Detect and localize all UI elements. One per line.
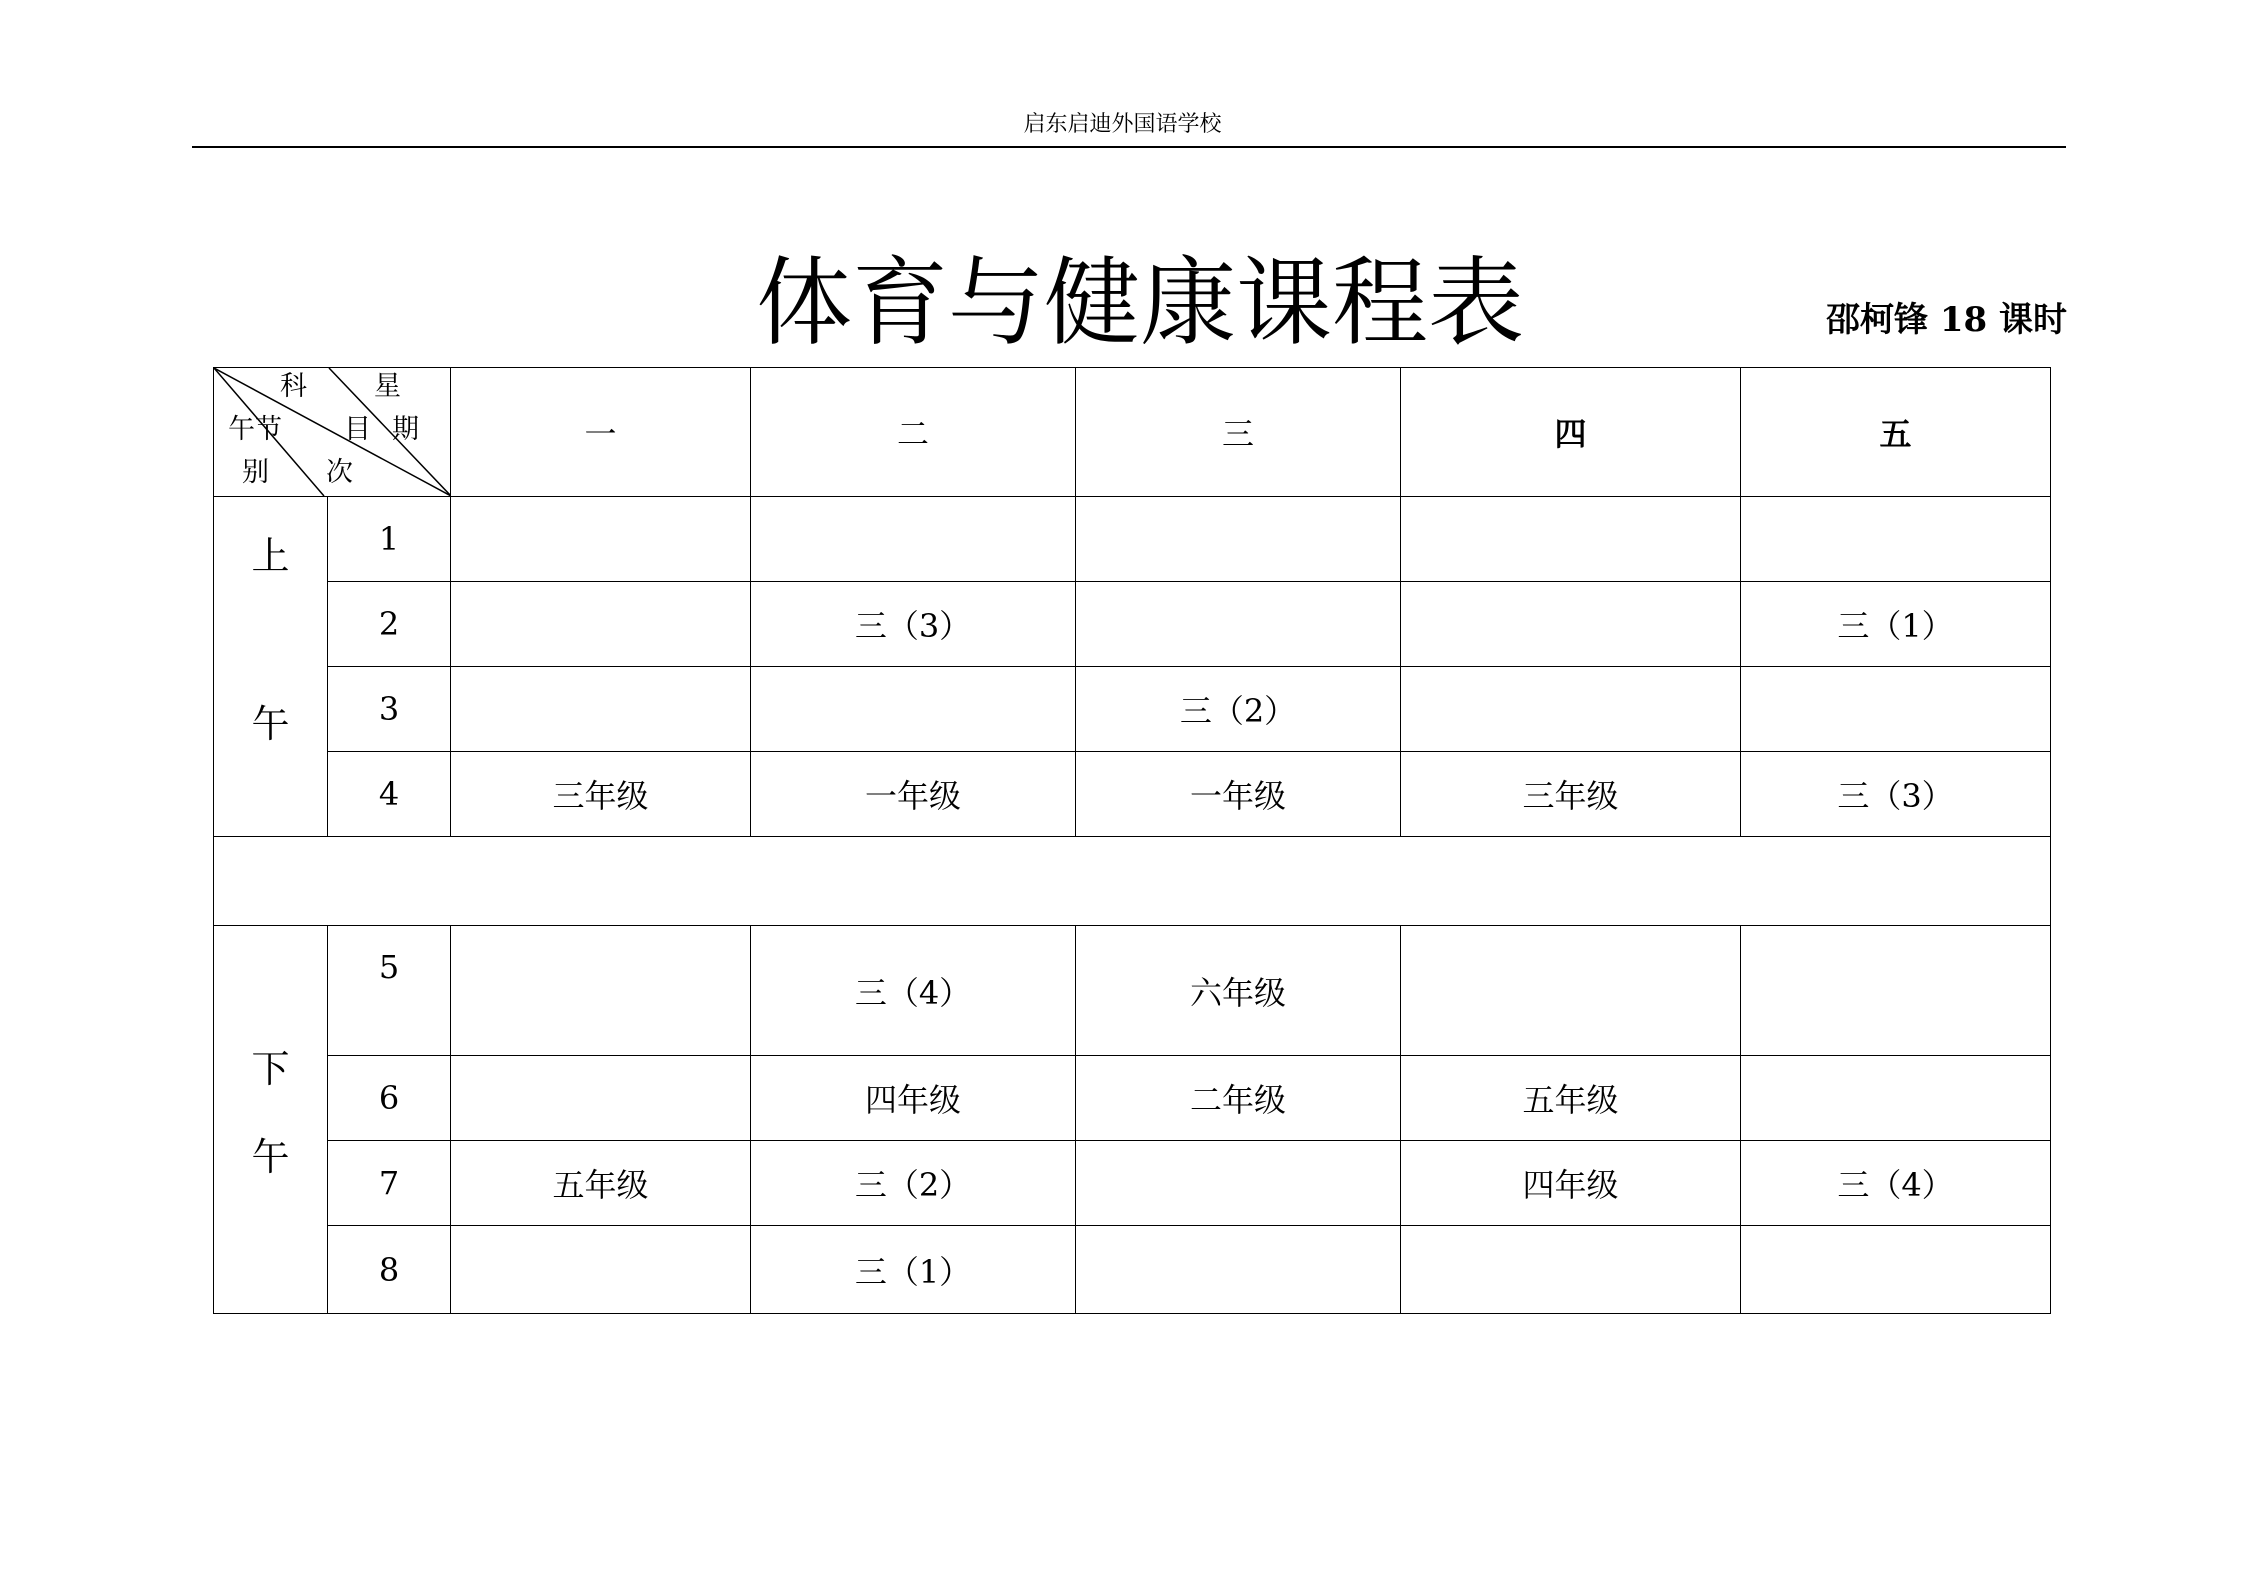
- schedule-cell: 一年级: [751, 752, 1076, 837]
- period-number: 6: [328, 1056, 451, 1141]
- day-header-mon: 一: [451, 368, 751, 497]
- schedule-cell: [451, 926, 751, 1056]
- session-morning-cell: [214, 497, 328, 837]
- session-afternoon-char-1: 下: [251, 1047, 290, 1091]
- schedule-cell: 二年级: [1076, 1056, 1401, 1141]
- schedule-cell: [1741, 1056, 2051, 1141]
- schedule-cell: 一年级: [1076, 752, 1401, 837]
- period-number: 3: [328, 667, 451, 752]
- period-number: 8: [328, 1226, 451, 1314]
- schedule-cell: 三（4）: [751, 926, 1076, 1056]
- schedule-cell: [451, 667, 751, 752]
- day-header-thu: 四: [1401, 368, 1741, 497]
- period-number: 1: [328, 497, 451, 582]
- session-afternoon-char-2: 午: [251, 1135, 290, 1179]
- period-number: 2: [328, 582, 451, 667]
- table-row: [214, 1226, 2051, 1314]
- schedule-cell: [1076, 1141, 1401, 1226]
- schedule-cell: 五年级: [1401, 1056, 1741, 1141]
- schedule-cell: [751, 667, 1076, 752]
- schedule-cell: 四年级: [1401, 1141, 1741, 1226]
- break-cell: [214, 837, 2051, 926]
- schedule-cell: [451, 1226, 751, 1314]
- session-morning-char-1: 上: [251, 534, 290, 578]
- schedule-cell: [1401, 1226, 1741, 1314]
- schedule-cell: [451, 1056, 751, 1141]
- corner-label-subject-1: 科: [280, 371, 307, 402]
- schedule-cell: 三（3）: [751, 582, 1076, 667]
- corner-label-week-2: 期: [392, 414, 419, 445]
- schedule-cell: 三（2）: [751, 1141, 1076, 1226]
- session-afternoon-cell: [214, 926, 328, 1314]
- page-title: 体育与健康课程表: [756, 247, 1524, 359]
- schedule-cell: [451, 497, 751, 582]
- schedule-table: [213, 367, 2051, 1314]
- schedule-cell: [1076, 497, 1401, 582]
- schedule-cell: [1741, 667, 2051, 752]
- table-row: [214, 926, 2051, 1056]
- table-row: [214, 667, 2051, 752]
- day-header-tue: 二: [751, 368, 1076, 497]
- break-row: [214, 837, 2051, 926]
- page-header: 启东启迪外国语学校: [1023, 112, 1222, 137]
- schedule-cell: [1741, 1226, 2051, 1314]
- corner-label-session-1: 午节: [228, 414, 282, 445]
- schedule-cell: 三（4）: [1741, 1141, 2051, 1226]
- period-number: 5: [328, 926, 451, 1056]
- period-number: 4: [328, 752, 451, 837]
- schedule-cell: 三年级: [451, 752, 751, 837]
- schedule-cell: [1741, 497, 2051, 582]
- table-row: [214, 1056, 2051, 1141]
- schedule-cell: [1076, 582, 1401, 667]
- corner-label-period: 次: [326, 457, 353, 488]
- corner-label-week-1: 星: [374, 371, 401, 402]
- schedule-cell: [1741, 926, 2051, 1056]
- schedule-cell: [1401, 582, 1741, 667]
- corner-label-session-2: 别: [242, 457, 269, 488]
- schedule-cell: 三年级: [1401, 752, 1741, 837]
- schedule-cell: [451, 582, 751, 667]
- table-row: [214, 582, 2051, 667]
- table-row: [214, 752, 2051, 837]
- schedule-cell: [1401, 926, 1741, 1056]
- schedule-cell: 五年级: [451, 1141, 751, 1226]
- day-header-fri: 五: [1741, 368, 2051, 497]
- schedule-cell: [1401, 667, 1741, 752]
- teacher-hours: 邵柯锋 18 课时: [1826, 300, 2067, 340]
- schedule-cell: 四年级: [751, 1056, 1076, 1141]
- table-row: [214, 1141, 2051, 1226]
- period-number: 7: [328, 1141, 451, 1226]
- table-row: [214, 497, 2051, 582]
- schedule-cell: 三（2）: [1076, 667, 1401, 752]
- schedule-cell: [1076, 1226, 1401, 1314]
- schedule-cell: 六年级: [1076, 926, 1401, 1056]
- corner-label-subject-2: 目: [344, 414, 371, 445]
- day-header-wed: 三: [1076, 368, 1401, 497]
- schedule-cell: [751, 497, 1076, 582]
- schedule-cell: 三（1）: [751, 1226, 1076, 1314]
- header-rule: [192, 146, 2066, 148]
- header-row: [214, 368, 2051, 497]
- schedule-cell: 三（1）: [1741, 582, 2051, 667]
- schedule-cell: [1401, 497, 1741, 582]
- corner-header-cell: [214, 368, 451, 497]
- session-morning-char-2: 午: [251, 702, 290, 746]
- schedule-cell: 三（3）: [1741, 752, 2051, 837]
